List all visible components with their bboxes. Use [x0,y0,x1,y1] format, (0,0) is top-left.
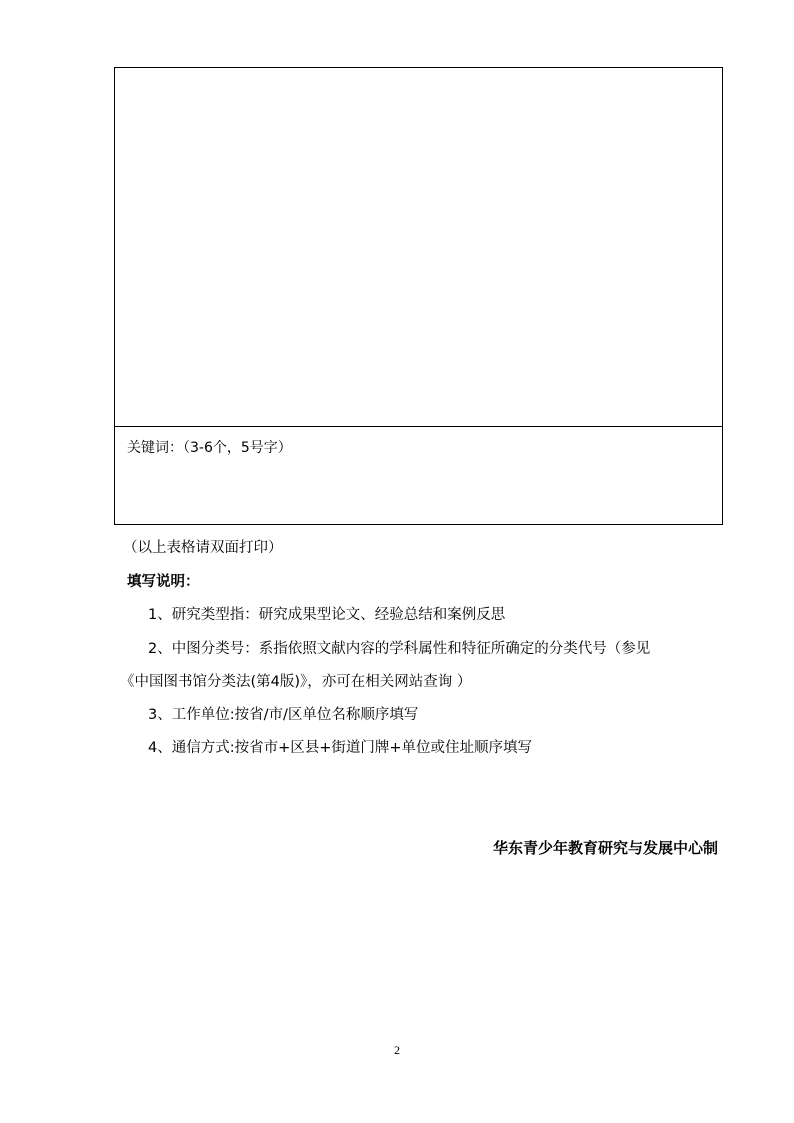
instruction-item-1: 1、研究类型指：研究成果型论文、经验总结和案例反思 [148,607,506,623]
instruction-item-2-line-1: 2、中图分类号：系指依照文献内容的学科属性和特征所确定的分类代号（参见 [148,641,651,657]
instruction-item-4: 4、通信方式:按省市+区县+街道门牌+单位或住址顺序填写 [148,740,533,756]
organization-signature: 华东青少年教育研究与发展中心制 [492,839,718,857]
instruction-item-2-line-2: 《中国图书馆分类法(第4版)》，亦可在相关网站查询 ） [120,674,472,690]
page-number: 2 [394,1043,400,1057]
instructions-title: 填写说明： [127,574,200,590]
instruction-item-3: 3、工作单位:按省/市/区单位名称顺序填写 [148,707,419,723]
keywords-cell [115,427,722,525]
keywords-label: 关键词：（3-6个，5号字） [127,440,292,456]
abstract-blank-area [115,68,722,427]
print-note: （以上表格请双面打印） [123,540,283,556]
form-table [114,67,723,525]
